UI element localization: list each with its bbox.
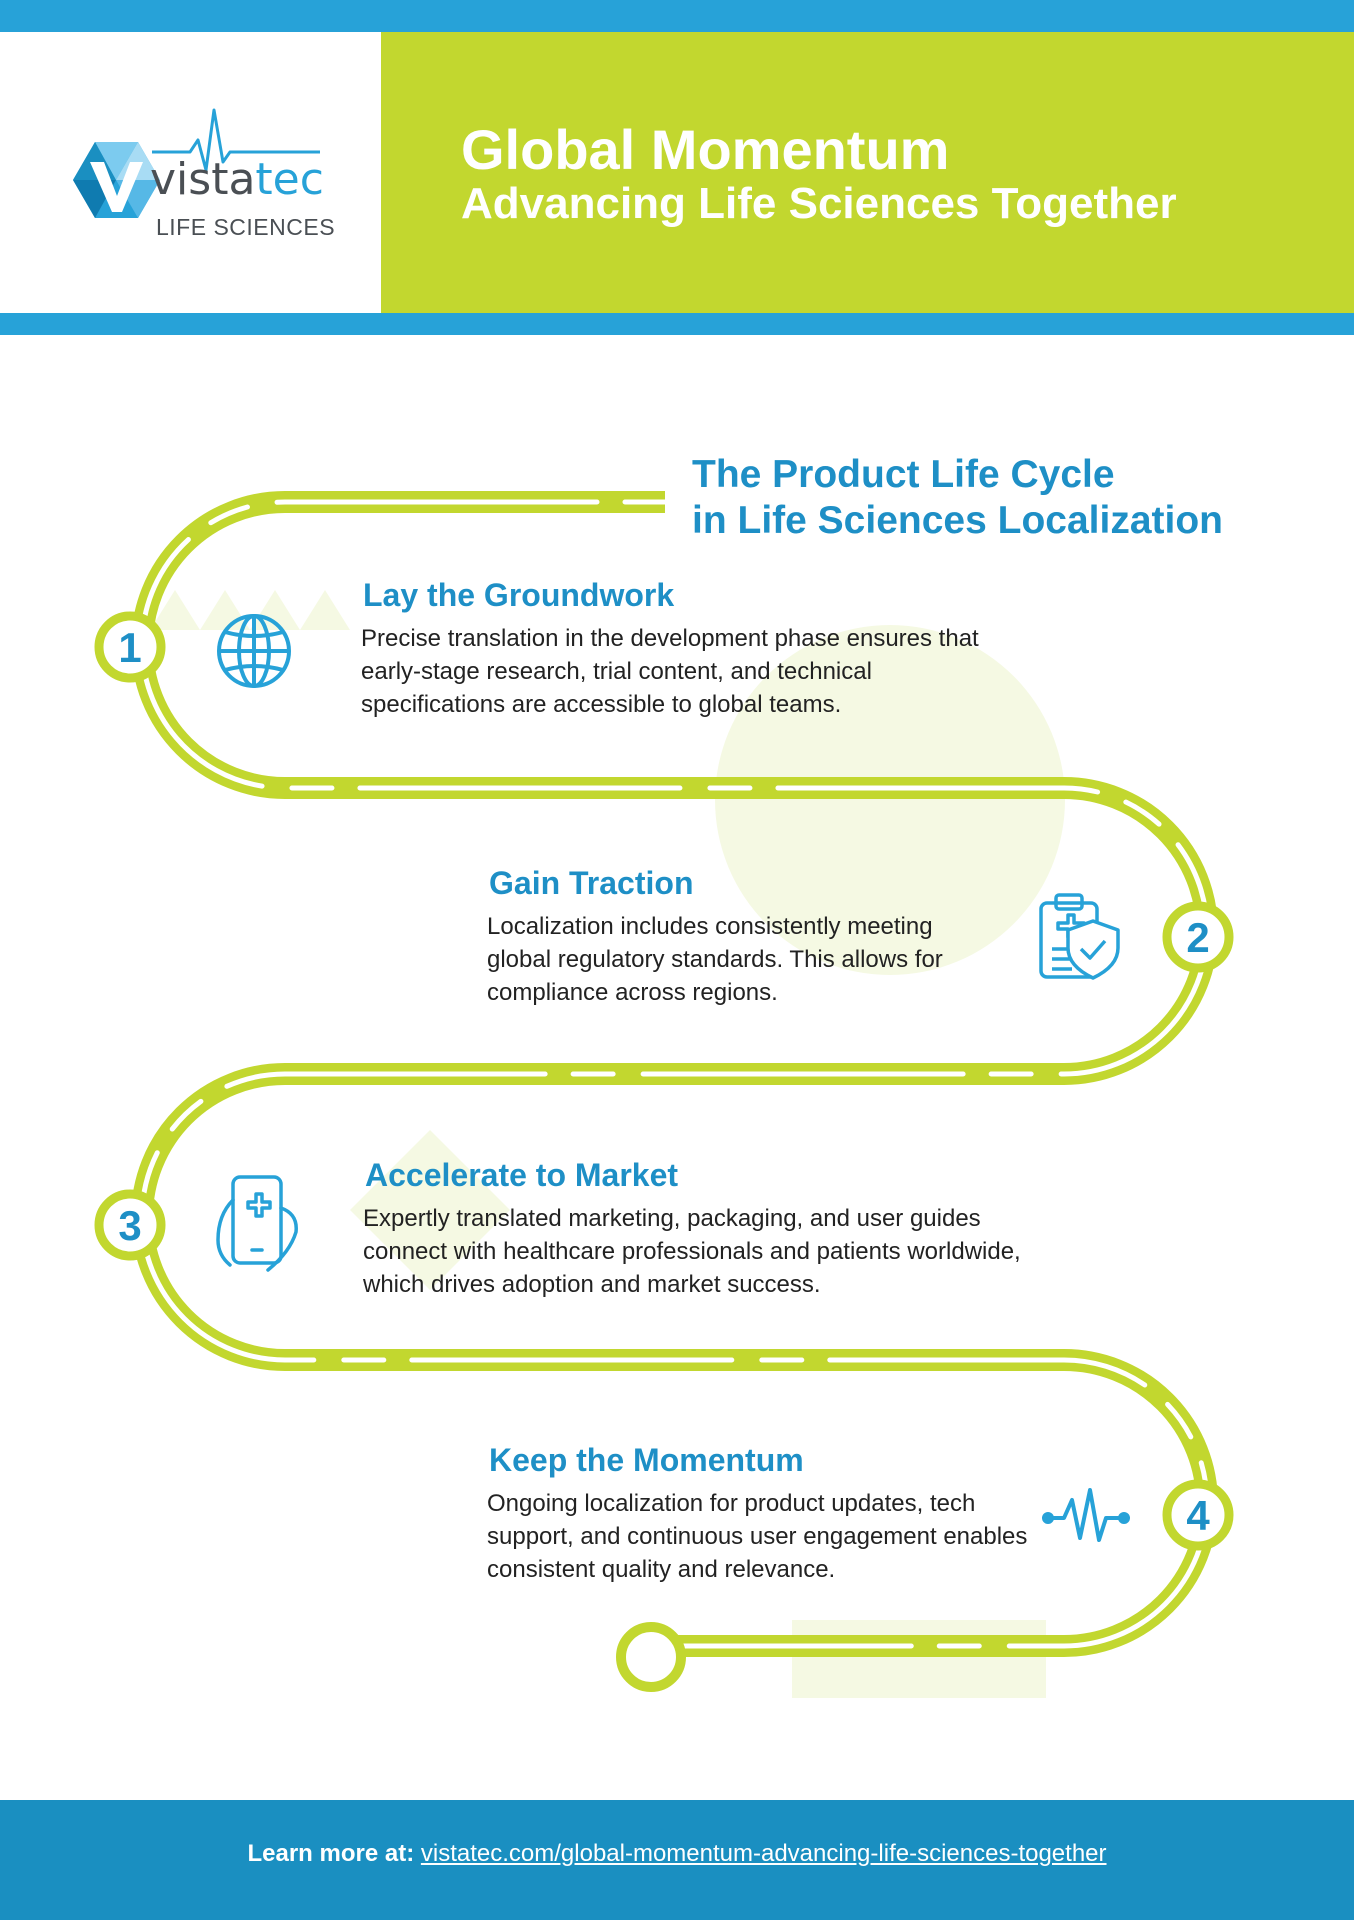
page-title: Global Momentum — [461, 118, 950, 181]
svg-text:3: 3 — [118, 1202, 142, 1249]
brand-subtitle: LIFE SCIENCES — [156, 214, 336, 240]
svg-text:2: 2 — [1186, 914, 1210, 961]
step-2-title: Gain Traction — [489, 865, 694, 901]
step-4-description: Ongoing localization for product updates, tech support, and continuous user engagement enables consistent quality and relevance. — [487, 1490, 1028, 1583]
globe-icon — [219, 616, 289, 686]
step-badge-2 — [1167, 906, 1229, 968]
step-badge-4 — [1167, 1484, 1229, 1546]
phone-medical-icon — [218, 1177, 296, 1270]
step-1-title: Lay the Groundwork — [363, 577, 675, 613]
page-subtitle: Advancing Life Sciences Together — [461, 179, 1177, 228]
step-badge-1 — [99, 616, 161, 678]
step-3-title: Accelerate to Market — [365, 1157, 679, 1193]
step-4-title: Keep the Momentum — [489, 1442, 804, 1478]
svg-text:4: 4 — [1186, 1492, 1210, 1539]
heartbeat-icon — [1044, 1490, 1128, 1540]
footer-text — [0, 1840, 1354, 1868]
footer-label: Learn more at: — [247, 1840, 415, 1867]
step-1-description: Precise translation in the development phase ensures that early-stage research, trial content, and technical specifications are accessible to global teams. — [361, 625, 979, 718]
footer-link[interactable]: vistatec.com/global-momentum-advancing-life-sciences-together — [420, 1840, 1107, 1867]
section-title: The Product Life Cycle in Life Sciences Localization — [692, 453, 1223, 542]
step-2-description: Localization includes consistently meeting global regulatory standards. This allows for compliance across regions. — [487, 913, 943, 1006]
step-3-description: Expertly translated marketing, packaging, and user guides connect with healthcare professionals and patients worldwide, which drives adoption and market success. — [363, 1205, 1021, 1298]
svg-text:1: 1 — [118, 624, 142, 671]
brand-name: vistatec — [150, 154, 324, 205]
step-badge-3 — [99, 1194, 161, 1256]
clipboard-shield-icon — [1041, 895, 1118, 978]
